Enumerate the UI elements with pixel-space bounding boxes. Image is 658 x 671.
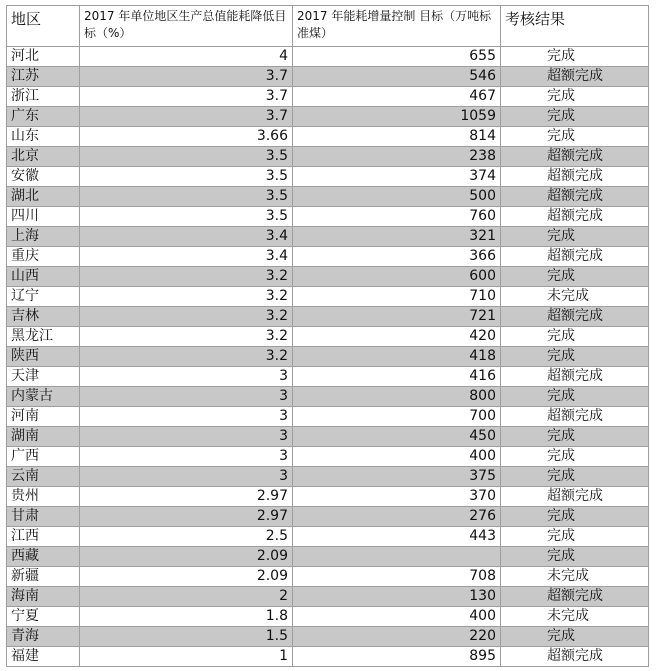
table-row [7,587,649,607]
cell-assessment-result[interactable]: 超额完成 [501,407,649,427]
table-row [7,447,649,467]
cell-region[interactable]: 广西 [7,447,80,467]
cell-region[interactable]: 黑龙江 [7,327,80,347]
cell-region[interactable]: 内蒙古 [7,387,80,407]
cell-reduction-target[interactable]: 3.66 [80,127,293,147]
cell-region[interactable]: 贵州 [7,487,80,507]
cell-reduction-target[interactable]: 3.4 [80,247,293,267]
cell-assessment-result[interactable]: 超额完成 [501,247,649,267]
cell-region[interactable]: 青海 [7,627,80,647]
cell-reduction-target[interactable]: 2.09 [80,547,293,567]
cell-reduction-target[interactable]: 3.2 [80,307,293,327]
cell-increment-control[interactable]: 800 [293,387,501,407]
cell-increment-control[interactable]: 655 [293,47,501,67]
cell-assessment-result[interactable]: 完成 [501,87,649,107]
cell-region[interactable]: 湖北 [7,187,80,207]
cell-increment-control[interactable]: 130 [293,587,501,607]
cell-increment-control[interactable]: 546 [293,67,501,87]
cell-reduction-target[interactable]: 3.2 [80,267,293,287]
table-row [7,327,649,347]
cell-increment-control[interactable]: 814 [293,127,501,147]
table-row [7,267,649,287]
cell-region[interactable]: 江西 [7,527,80,547]
cell-assessment-result[interactable]: 超额完成 [501,647,649,667]
table-row [7,507,649,527]
cell-reduction-target[interactable]: 3.5 [80,147,293,167]
cell-reduction-target[interactable]: 3 [80,407,293,427]
cell-assessment-result[interactable]: 完成 [501,267,649,287]
cell-assessment-result[interactable]: 完成 [501,627,649,647]
cell-increment-control[interactable]: 450 [293,427,501,447]
cell-reduction-target[interactable]: 3.2 [80,327,293,347]
column-header-increment-control[interactable]: 2017 年能耗增量控制 目标（万吨标准煤） [293,6,501,47]
cell-region[interactable]: 上海 [7,227,80,247]
cell-region[interactable]: 山西 [7,267,80,287]
cell-region[interactable]: 云南 [7,467,80,487]
cell-assessment-result[interactable]: 未完成 [501,567,649,587]
table-row [7,247,649,267]
cell-region[interactable]: 海南 [7,587,80,607]
cell-increment-control[interactable]: 760 [293,207,501,227]
cell-assessment-result[interactable]: 完成 [501,387,649,407]
cell-region[interactable]: 山东 [7,127,80,147]
cell-region[interactable]: 河北 [7,47,80,67]
cell-increment-control[interactable]: 710 [293,287,501,307]
cell-region[interactable]: 江苏 [7,67,80,87]
table-row [7,527,649,547]
cell-region[interactable]: 陕西 [7,347,80,367]
table-row [7,87,649,107]
cell-increment-control[interactable]: 443 [293,527,501,547]
cell-region[interactable]: 吉林 [7,307,80,327]
cell-assessment-result[interactable]: 完成 [501,547,649,567]
cell-increment-control[interactable]: 370 [293,487,501,507]
cell-assessment-result[interactable]: 完成 [501,327,649,347]
cell-region[interactable]: 新疆 [7,567,80,587]
cell-reduction-target[interactable]: 3.7 [80,87,293,107]
cell-reduction-target[interactable]: 3.5 [80,207,293,227]
table-row [7,547,649,567]
cell-reduction-target[interactable]: 2.97 [80,507,293,527]
cell-increment-control[interactable]: 238 [293,147,501,167]
cell-region[interactable]: 福建 [7,647,80,667]
table-row [7,127,649,147]
table-row [7,47,649,67]
cell-reduction-target[interactable]: 1.5 [80,627,293,647]
cell-assessment-result[interactable]: 完成 [501,467,649,487]
table-row [7,307,649,327]
table-row [7,167,649,187]
cell-increment-control[interactable]: 708 [293,567,501,587]
cell-increment-control[interactable]: 416 [293,367,501,387]
cell-region[interactable]: 广东 [7,107,80,127]
cell-region[interactable]: 湖南 [7,427,80,447]
cell-reduction-target[interactable]: 1 [80,647,293,667]
cell-increment-control[interactable]: 374 [293,167,501,187]
cell-assessment-result[interactable]: 完成 [501,507,649,527]
cell-reduction-target[interactable]: 1.8 [80,607,293,627]
cell-reduction-target[interactable]: 3.5 [80,187,293,207]
table-row [7,567,649,587]
cell-assessment-result[interactable]: 完成 [501,447,649,467]
cell-reduction-target[interactable]: 3.4 [80,227,293,247]
cell-reduction-target[interactable]: 3.2 [80,287,293,307]
cell-increment-control[interactable]: 500 [293,187,501,207]
cell-reduction-target[interactable]: 2.97 [80,487,293,507]
cell-region[interactable]: 浙江 [7,87,80,107]
table-row [7,67,649,87]
column-header-reduction-target[interactable]: 2017 年单位地区生产总值能耗降低目标（%） [80,6,293,47]
table-row [7,407,649,427]
cell-assessment-result[interactable]: 未完成 [501,287,649,307]
cell-increment-control[interactable]: 700 [293,407,501,427]
cell-increment-control[interactable]: 366 [293,247,501,267]
cell-increment-control[interactable]: 400 [293,607,501,627]
cell-assessment-result[interactable]: 完成 [501,227,649,247]
cell-assessment-result[interactable]: 完成 [501,107,649,127]
cell-assessment-result[interactable]: 完成 [501,127,649,147]
cell-reduction-target[interactable]: 3 [80,367,293,387]
cell-increment-control[interactable]: 420 [293,327,501,347]
table-row [7,107,649,127]
cell-assessment-result[interactable]: 超额完成 [501,487,649,507]
cell-assessment-result[interactable]: 超额完成 [501,167,649,187]
table-row [7,367,649,387]
cell-increment-control[interactable]: 220 [293,627,501,647]
cell-region[interactable]: 天津 [7,367,80,387]
table-row [7,207,649,227]
cell-region[interactable]: 甘肃 [7,507,80,527]
cell-assessment-result[interactable]: 完成 [501,527,649,547]
cell-assessment-result[interactable]: 未完成 [501,607,649,627]
cell-assessment-result[interactable]: 超额完成 [501,147,649,167]
cell-region[interactable]: 四川 [7,207,80,227]
cell-increment-control[interactable]: 375 [293,467,501,487]
cell-assessment-result[interactable]: 超额完成 [501,187,649,207]
cell-increment-control[interactable]: 467 [293,87,501,107]
cell-reduction-target[interactable]: 3 [80,447,293,467]
cell-assessment-result[interactable]: 超额完成 [501,587,649,607]
table-row [7,227,649,247]
spreadsheet [6,5,648,667]
cell-assessment-result[interactable]: 超额完成 [501,367,649,387]
cell-assessment-result[interactable]: 完成 [501,47,649,67]
cell-assessment-result[interactable]: 超额完成 [501,67,649,87]
cell-reduction-target[interactable]: 3.7 [80,67,293,87]
table-row [7,287,649,307]
cell-increment-control[interactable]: 321 [293,227,501,247]
cell-reduction-target[interactable]: 3 [80,387,293,407]
cell-reduction-target[interactable]: 2.5 [80,527,293,547]
cell-reduction-target[interactable]: 3 [80,467,293,487]
cell-increment-control[interactable]: 895 [293,647,501,667]
cell-assessment-result[interactable]: 完成 [501,427,649,447]
cell-assessment-result[interactable]: 超额完成 [501,207,649,227]
cell-increment-control[interactable] [293,547,501,567]
cell-reduction-target[interactable]: 3 [80,427,293,447]
cell-increment-control[interactable]: 276 [293,507,501,527]
cell-region[interactable]: 辽宁 [7,287,80,307]
cell-increment-control[interactable]: 721 [293,307,501,327]
cell-reduction-target[interactable]: 2 [80,587,293,607]
cell-region[interactable]: 重庆 [7,247,80,267]
cell-region[interactable]: 安徽 [7,167,80,187]
table-row [7,627,649,647]
table-row [7,487,649,507]
cell-increment-control[interactable]: 1059 [293,107,501,127]
table-row [7,387,649,407]
cell-assessment-result[interactable]: 完成 [501,347,649,367]
column-header-assessment-result[interactable]: 考核结果 [501,6,649,47]
table-body [7,47,649,667]
energy-target-table [6,5,649,667]
cell-reduction-target[interactable]: 3.7 [80,107,293,127]
table-row [7,147,649,167]
table-row [7,427,649,447]
table-row [7,347,649,367]
cell-region[interactable]: 西藏 [7,547,80,567]
table-row [7,647,649,667]
cell-assessment-result[interactable]: 超额完成 [501,307,649,327]
cell-region[interactable]: 北京 [7,147,80,167]
cell-region[interactable]: 河南 [7,407,80,427]
cell-reduction-target[interactable]: 3.2 [80,347,293,367]
header-row [7,6,649,47]
table-row [7,467,649,487]
cell-reduction-target[interactable]: 2.09 [80,567,293,587]
table-row [7,607,649,627]
column-header-region[interactable]: 地区 [7,6,80,47]
cell-region[interactable]: 宁夏 [7,607,80,627]
table-row [7,187,649,207]
cell-increment-control[interactable]: 600 [293,267,501,287]
cell-reduction-target[interactable]: 3.5 [80,167,293,187]
cell-increment-control[interactable]: 400 [293,447,501,467]
cell-increment-control[interactable]: 418 [293,347,501,367]
cell-reduction-target[interactable]: 4 [80,47,293,67]
